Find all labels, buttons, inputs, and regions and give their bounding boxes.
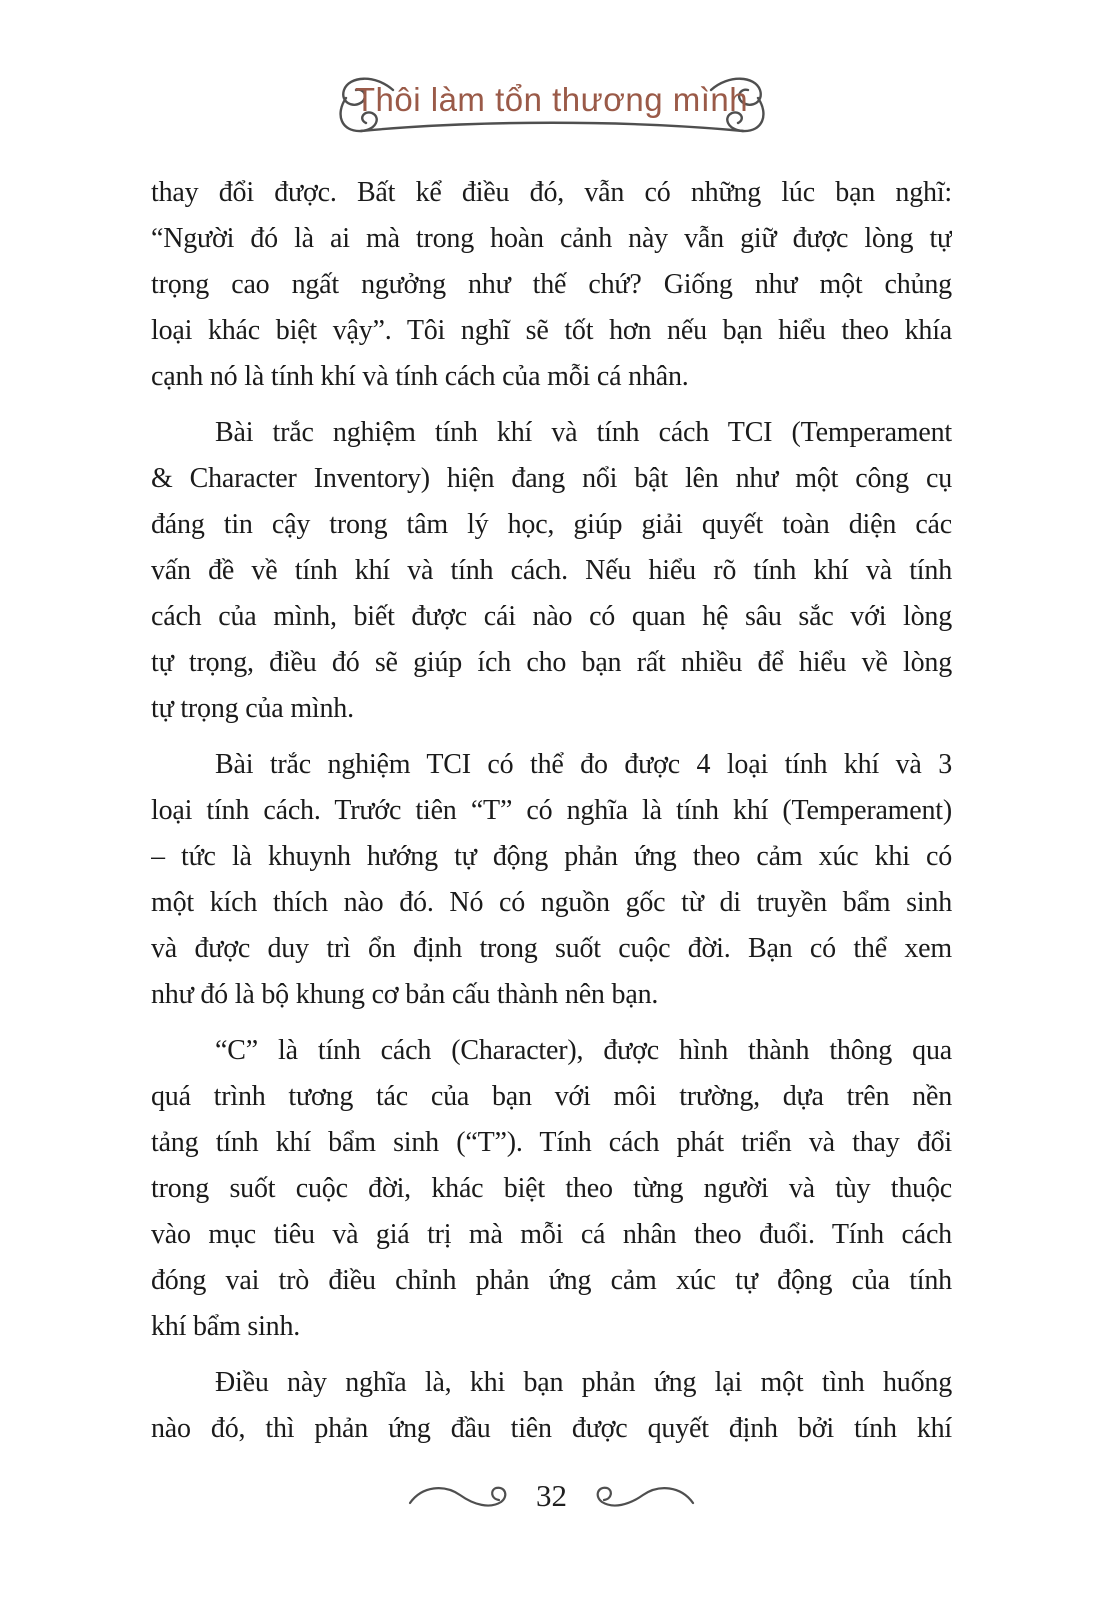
text-line: tự trọng, điều đó sẽ giúp ích cho bạn rất nhiều để hiểu về lòng [151,647,952,678]
text-line: “Người đó là ai mà trong hoàn cảnh này vẫn giữ được lòng tự [151,223,952,254]
footer-flourish-left-icon [406,1478,518,1516]
text-line: – tức là khuynh hướng tự động phản ứng theo cảm xúc khi có [151,841,952,872]
text-line: Bài trắc nghiệm TCI có thể đo được 4 loại tính khí và 3 [215,749,952,780]
paragraph [151,742,952,1018]
text-line: và được duy trì ổn định trong suốt cuộc đời. Bạn có thể xem [151,933,952,964]
text-line: loại tính cách. Trước tiên “T” có nghĩa là tính khí (Temperament) [151,795,952,826]
text-line: nào đó, thì phản ứng đầu tiên được quyết định bởi tính khí [151,1413,952,1444]
page-footer [0,1478,1103,1516]
text-line: loại khác biệt vậy”. Tôi nghĩ sẽ tốt hơn nếu bạn hiểu theo khía [151,315,952,346]
text-line: vào mục tiêu và giá trị mà mỗi cá nhân theo đuổi. Tính cách [151,1219,952,1250]
text-line: Điều này nghĩa là, khi bạn phản ứng lại một tình huống [215,1367,952,1398]
text-line: trọng cao ngất ngưởng như thế chứ? Giống như một chủng [151,269,952,300]
paragraph [151,410,952,732]
text-line: đáng tin cậy trong tâm lý học, giúp giải quyết toàn diện các [151,509,952,540]
text-line: khí bẩm sinh. [151,1311,301,1342]
text-line: tảng tính khí bẩm sinh (“T”). Tính cách phát triển và thay đổi [151,1127,952,1158]
paragraph [151,1360,952,1452]
text-line: Bài trắc nghiệm tính khí và tính cách TCI (Temperament [215,417,952,448]
text-line: & Character Inventory) hiện đang nổi bật lên như một công cụ [151,463,952,494]
paragraph [151,1028,952,1350]
chapter-title: Thôi làm tổn thương mình [354,81,749,118]
text-line: thay đổi được. Bất kể điều đó, vẫn có những lúc bạn nghĩ: [151,177,952,208]
text-line: đóng vai trò điều chỉnh phản ứng cảm xúc tự động của tính [151,1265,952,1296]
text-line: cách của mình, biết được cái nào có quan hệ sâu sắc với lòng [151,601,952,632]
paragraph [151,170,952,400]
text-line: quá trình tương tác của bạn với môi trường, dựa trên nền [151,1081,952,1112]
page-header [317,72,787,152]
text-body [151,170,952,1452]
text-line: tự trọng của mình. [151,693,354,724]
text-line: như đó là bộ khung cơ bản cấu thành nên bạn. [151,979,659,1010]
text-line: “C” là tính cách (Character), được hình thành thông qua [215,1035,952,1066]
text-line: một kích thích nào đó. Nó có nguồn gốc từ di truyền bẩm sinh [151,887,952,918]
text-line: trong suốt cuộc đời, khác biệt theo từng người và tùy thuộc [151,1173,952,1204]
page-number: 32 [536,1477,567,1513]
footer-flourish-right-icon [585,1478,697,1516]
text-line: vấn đề về tính khí và tính cách. Nếu hiểu rõ tính khí và tính [151,555,952,586]
text-line: cạnh nó là tính khí và tính cách của mỗi cá nhân. [151,361,689,392]
